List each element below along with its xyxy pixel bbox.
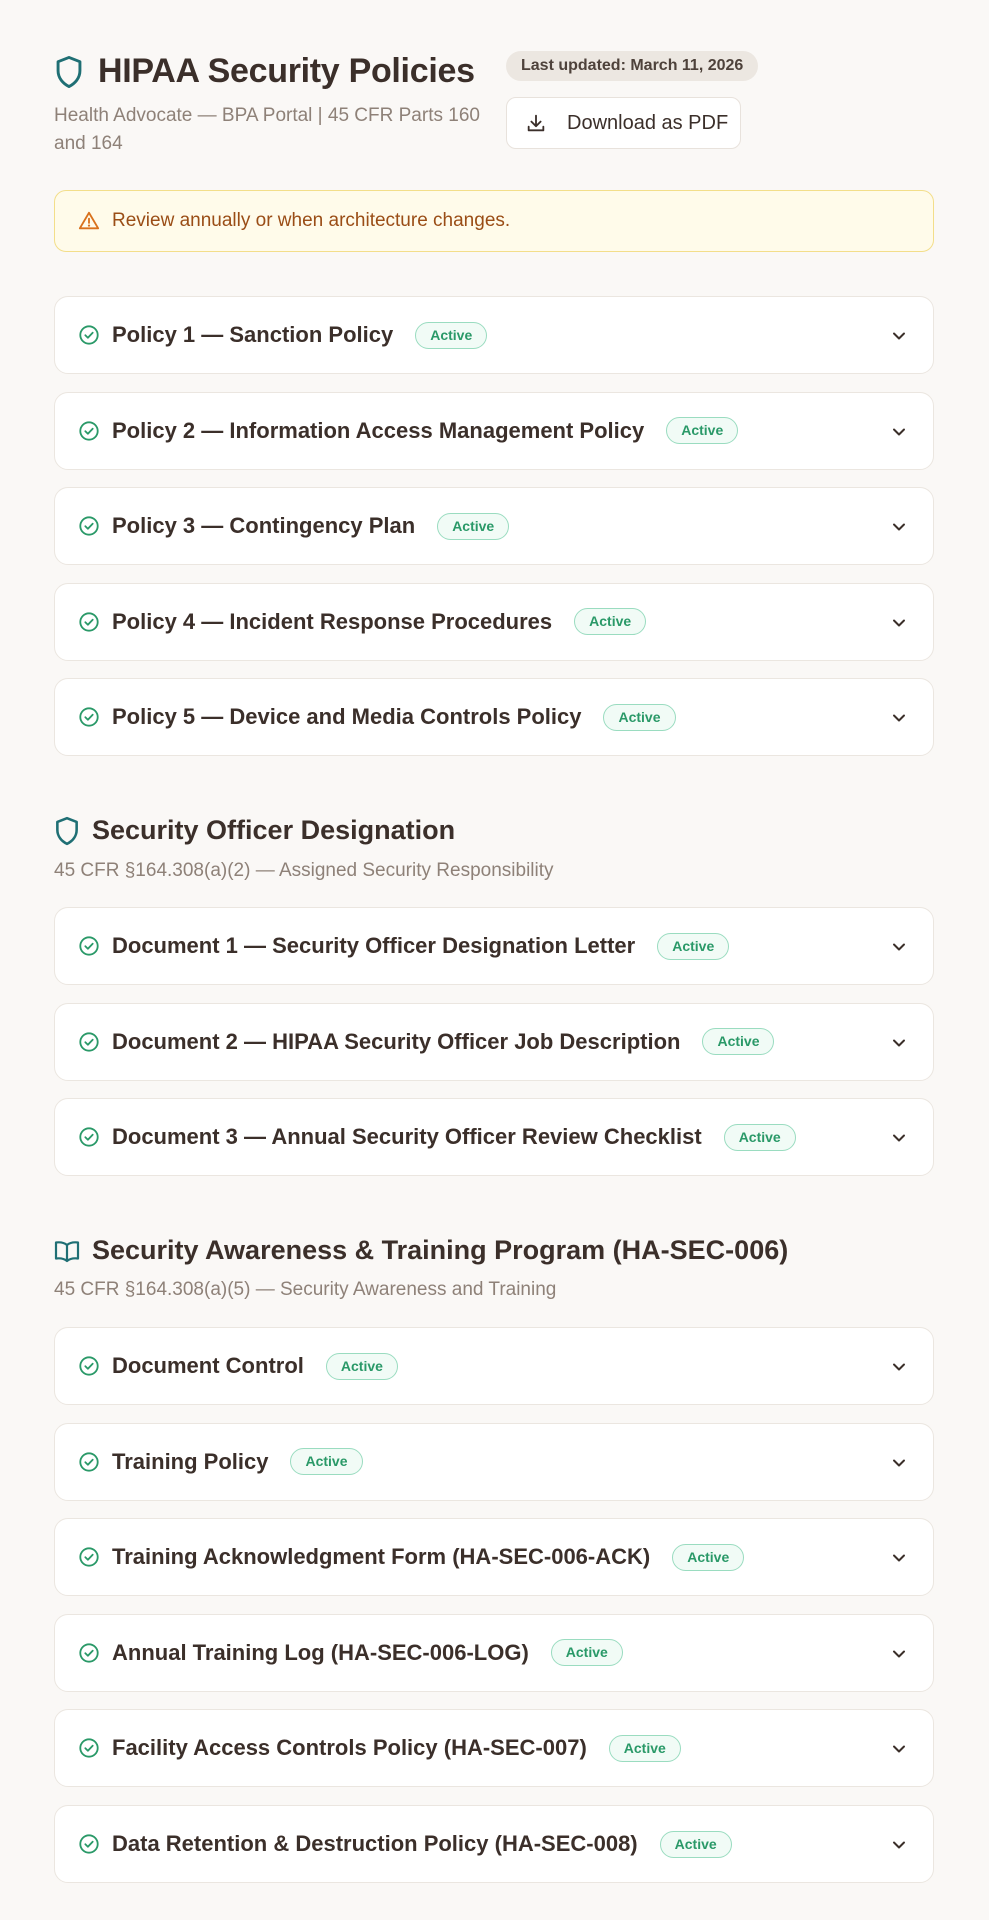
chevron-down-icon[interactable] bbox=[889, 1739, 909, 1759]
title-row bbox=[54, 52, 475, 91]
accordion-item-title: Training Policy bbox=[112, 1448, 269, 1474]
accordion-item[interactable] bbox=[54, 1709, 934, 1787]
accordion-item[interactable] bbox=[54, 487, 934, 565]
check-circle-icon bbox=[78, 420, 100, 442]
check-circle-icon bbox=[78, 1833, 100, 1855]
shield-icon bbox=[54, 55, 84, 89]
chevron-down-icon[interactable] bbox=[889, 613, 909, 633]
status-badge: Active bbox=[660, 1831, 732, 1858]
download-icon bbox=[525, 112, 547, 134]
last-updated-badge: Last updated: March 11, 2026 bbox=[506, 51, 758, 81]
status-badge: Active bbox=[702, 1028, 774, 1055]
chevron-down-icon[interactable] bbox=[889, 1453, 909, 1473]
check-circle-icon bbox=[78, 515, 100, 537]
accordion-item-title: Facility Access Controls Policy (HA-SEC-007) bbox=[112, 1735, 587, 1761]
accordion-item[interactable] bbox=[54, 1805, 934, 1883]
accordion-item-title: Policy 1 — Sanction Policy bbox=[112, 322, 394, 347]
chevron-down-icon[interactable] bbox=[889, 326, 909, 346]
status-badge: Active bbox=[551, 1639, 623, 1666]
check-circle-icon bbox=[78, 1642, 100, 1664]
review-warning-banner bbox=[54, 190, 934, 252]
check-circle-icon bbox=[78, 611, 100, 633]
book-icon bbox=[54, 1236, 80, 1266]
status-badge: Active bbox=[666, 417, 738, 444]
check-circle-icon bbox=[78, 1126, 100, 1148]
check-circle-icon bbox=[78, 324, 100, 346]
accordion-item-title: Document 3 — Annual Security Officer Review Checklist bbox=[112, 1124, 702, 1149]
accordion-item-title: Policy 5 — Device and Media Controls Policy bbox=[112, 704, 582, 729]
accordion-item[interactable] bbox=[54, 678, 934, 756]
accordion-item-title: Policy 4 — Incident Response Procedures bbox=[112, 608, 553, 634]
accordion-item[interactable] bbox=[54, 296, 934, 374]
accordion-item[interactable] bbox=[54, 907, 934, 985]
accordion-item-title: Document Control bbox=[112, 1353, 304, 1378]
accordion-item[interactable] bbox=[54, 1098, 934, 1176]
chevron-down-icon[interactable] bbox=[889, 422, 909, 442]
accordion-item[interactable] bbox=[54, 583, 934, 661]
shield-icon bbox=[54, 816, 80, 846]
status-badge: Active bbox=[657, 933, 729, 960]
page-header bbox=[54, 0, 935, 190]
accordion-item-title: Policy 3 — Contingency Plan bbox=[112, 513, 416, 538]
status-badge: Active bbox=[574, 608, 646, 635]
status-badge: Active bbox=[724, 1124, 796, 1151]
status-badge: Active bbox=[609, 1735, 681, 1762]
status-badge: Active bbox=[415, 322, 487, 349]
status-badge: Active bbox=[603, 704, 675, 731]
chevron-down-icon[interactable] bbox=[889, 1548, 909, 1568]
chevron-down-icon[interactable] bbox=[889, 517, 909, 537]
download-pdf-button[interactable] bbox=[506, 97, 741, 149]
accordion-item-title: Document 2 — HIPAA Security Officer Job Description bbox=[112, 1028, 681, 1054]
chevron-down-icon[interactable] bbox=[889, 1644, 909, 1664]
download-pdf-label: Download as PDF bbox=[567, 111, 729, 134]
check-circle-icon bbox=[78, 1546, 100, 1568]
accordion-item[interactable] bbox=[54, 1423, 934, 1501]
accordion-item-title: Training Acknowledgment Form (HA-SEC-006-ACK) bbox=[112, 1544, 651, 1570]
check-circle-icon bbox=[78, 935, 100, 957]
check-circle-icon bbox=[78, 1355, 100, 1377]
accordion-item[interactable] bbox=[54, 1518, 934, 1596]
officer-section-subtitle: 45 CFR §164.308(a)(2) — Assigned Security Responsibility bbox=[54, 860, 554, 881]
warning-icon bbox=[78, 210, 100, 232]
status-badge: Active bbox=[326, 1353, 398, 1380]
accordion-item-title: Document 1 — Security Officer Designation Letter bbox=[112, 933, 636, 958]
check-circle-icon bbox=[78, 1451, 100, 1473]
accordion-item[interactable] bbox=[54, 1327, 934, 1405]
chevron-down-icon[interactable] bbox=[889, 1128, 909, 1148]
chevron-down-icon[interactable] bbox=[889, 708, 909, 728]
check-circle-icon bbox=[78, 706, 100, 728]
accordion-item[interactable] bbox=[54, 1003, 934, 1081]
chevron-down-icon[interactable] bbox=[889, 937, 909, 957]
status-badge: Active bbox=[672, 1544, 744, 1571]
accordion-item-title: Data Retention & Destruction Policy (HA-SEC-008) bbox=[112, 1831, 638, 1856]
officer-section-title: Security Officer Designation bbox=[92, 815, 456, 845]
chevron-down-icon[interactable] bbox=[889, 1033, 909, 1053]
page-subtitle: Health Advocate — BPA Portal | 45 CFR Parts 160 and 164 bbox=[54, 105, 480, 154]
check-circle-icon bbox=[78, 1737, 100, 1759]
chevron-down-icon[interactable] bbox=[889, 1835, 909, 1855]
training-section-title: Security Awareness & Training Program (HA-SEC-006) bbox=[92, 1235, 789, 1265]
check-circle-icon bbox=[78, 1031, 100, 1053]
accordion-item-title: Policy 2 — Information Access Management Policy bbox=[112, 417, 645, 443]
officer-section-header bbox=[54, 815, 455, 846]
warning-text: Review annually or when architecture changes. bbox=[112, 210, 511, 231]
page-title: HIPAA Security Policies bbox=[98, 52, 475, 90]
status-badge: Active bbox=[290, 1448, 362, 1475]
accordion-item[interactable] bbox=[54, 1614, 934, 1692]
training-section-header bbox=[54, 1235, 788, 1266]
status-badge: Active bbox=[437, 513, 509, 540]
chevron-down-icon[interactable] bbox=[889, 1357, 909, 1377]
accordion-item[interactable] bbox=[54, 392, 934, 470]
training-section-subtitle: 45 CFR §164.308(a)(5) — Security Awareness and Training bbox=[54, 1279, 557, 1300]
accordion-item-title: Annual Training Log (HA-SEC-006-LOG) bbox=[112, 1639, 529, 1665]
